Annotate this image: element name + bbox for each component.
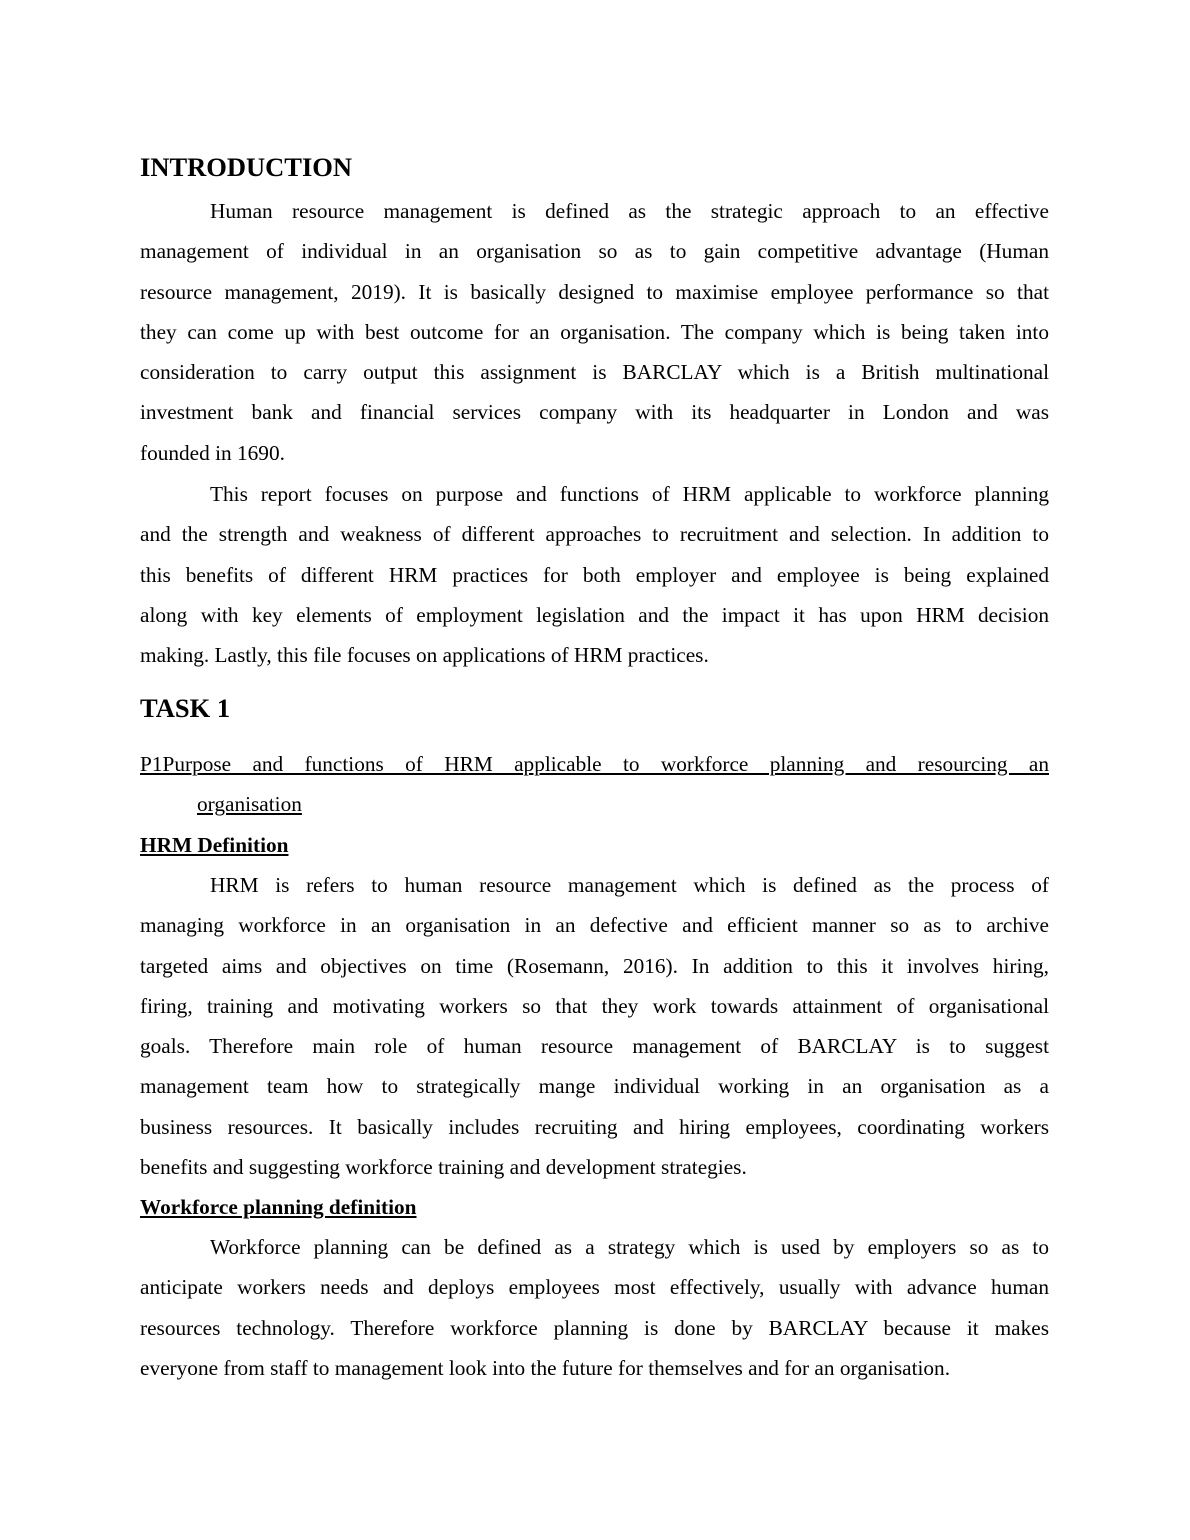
text-line: This report focuses on purpose and functions of HRM applicable to workforce planning	[210, 482, 1049, 506]
text-line: Workforce planning can be defined as a strategy which is used by employers so as to	[210, 1235, 1049, 1259]
text-line: managing workforce in an organisation in an defective and efficient manner so as to archive	[140, 913, 1049, 938]
workforce-planning-paragraph	[140, 1227, 1049, 1388]
text-line: this benefits of different HRM practices for both employer and employee is being explained	[140, 562, 1049, 587]
text-line: they can come up with best outcome for an organisation. The company which is being taken into	[140, 319, 1049, 344]
text-line: everyone from staff to management look into the future for themselves and for an organisation.	[140, 1355, 951, 1380]
workforce-planning-heading: Workforce planning definition	[140, 1195, 417, 1219]
p1-heading-line: P1Purpose and functions of HRM applicable to workforce planning and resourcing an	[140, 752, 1049, 776]
text-line: along with key elements of employment legislation and the impact it has upon HRM decision	[140, 602, 1049, 627]
task1-heading: TASK 1	[140, 693, 231, 723]
text-line: founded in 1690.	[140, 440, 285, 465]
text-line: firing, training and motivating workers so that they work towards attainment of organisational	[140, 993, 1049, 1018]
text-line: management of individual in an organisation so as to gain competitive advantage (Human	[140, 239, 1049, 264]
text-line: business resources. It basically includes recruiting and hiring employees, coordinating workers	[140, 1114, 1049, 1139]
intro-paragraph-1	[140, 191, 1049, 473]
hrm-definition-heading: HRM Definition	[140, 833, 289, 857]
intro-paragraph-2	[140, 474, 1049, 675]
introduction-heading: INTRODUCTION	[140, 152, 353, 182]
p1-heading-line: organisation	[197, 792, 302, 817]
text-line: resource management, 2019). It is basically designed to maximise employee performance so that	[140, 279, 1049, 304]
text-line: targeted aims and objectives on time (Rosemann, 2016). In addition to this it involves hiring,	[140, 953, 1049, 978]
text-line: HRM is refers to human resource management which is defined as the process of	[210, 873, 1049, 897]
text-line: consideration to carry output this assignment is BARCLAY which is a British multinational	[140, 360, 1049, 385]
text-line: benefits and suggesting workforce training and development strategies.	[140, 1155, 747, 1180]
text-line: making. Lastly, this file focuses on applications of HRM practices.	[140, 643, 709, 668]
hrm-definition-paragraph	[140, 865, 1049, 1187]
text-line: resources technology. Therefore workforce planning is done by BARCLAY because it makes	[140, 1315, 1049, 1340]
text-line: anticipate workers needs and deploys employees most effectively, usually with advance human	[140, 1275, 1049, 1300]
text-line: Human resource management is defined as the strategic approach to an effective	[210, 199, 1049, 223]
text-line: management team how to strategically mange individual working in an organisation as a	[140, 1074, 1049, 1099]
text-line: and the strength and weakness of different approaches to recruitment and selection. In addition to	[140, 522, 1049, 547]
text-line: goals. Therefore main role of human resource management of BARCLAY is to suggest	[140, 1034, 1049, 1059]
text-line: investment bank and financial services company with its headquarter in London and was	[140, 400, 1049, 425]
p1-heading	[140, 744, 1049, 825]
